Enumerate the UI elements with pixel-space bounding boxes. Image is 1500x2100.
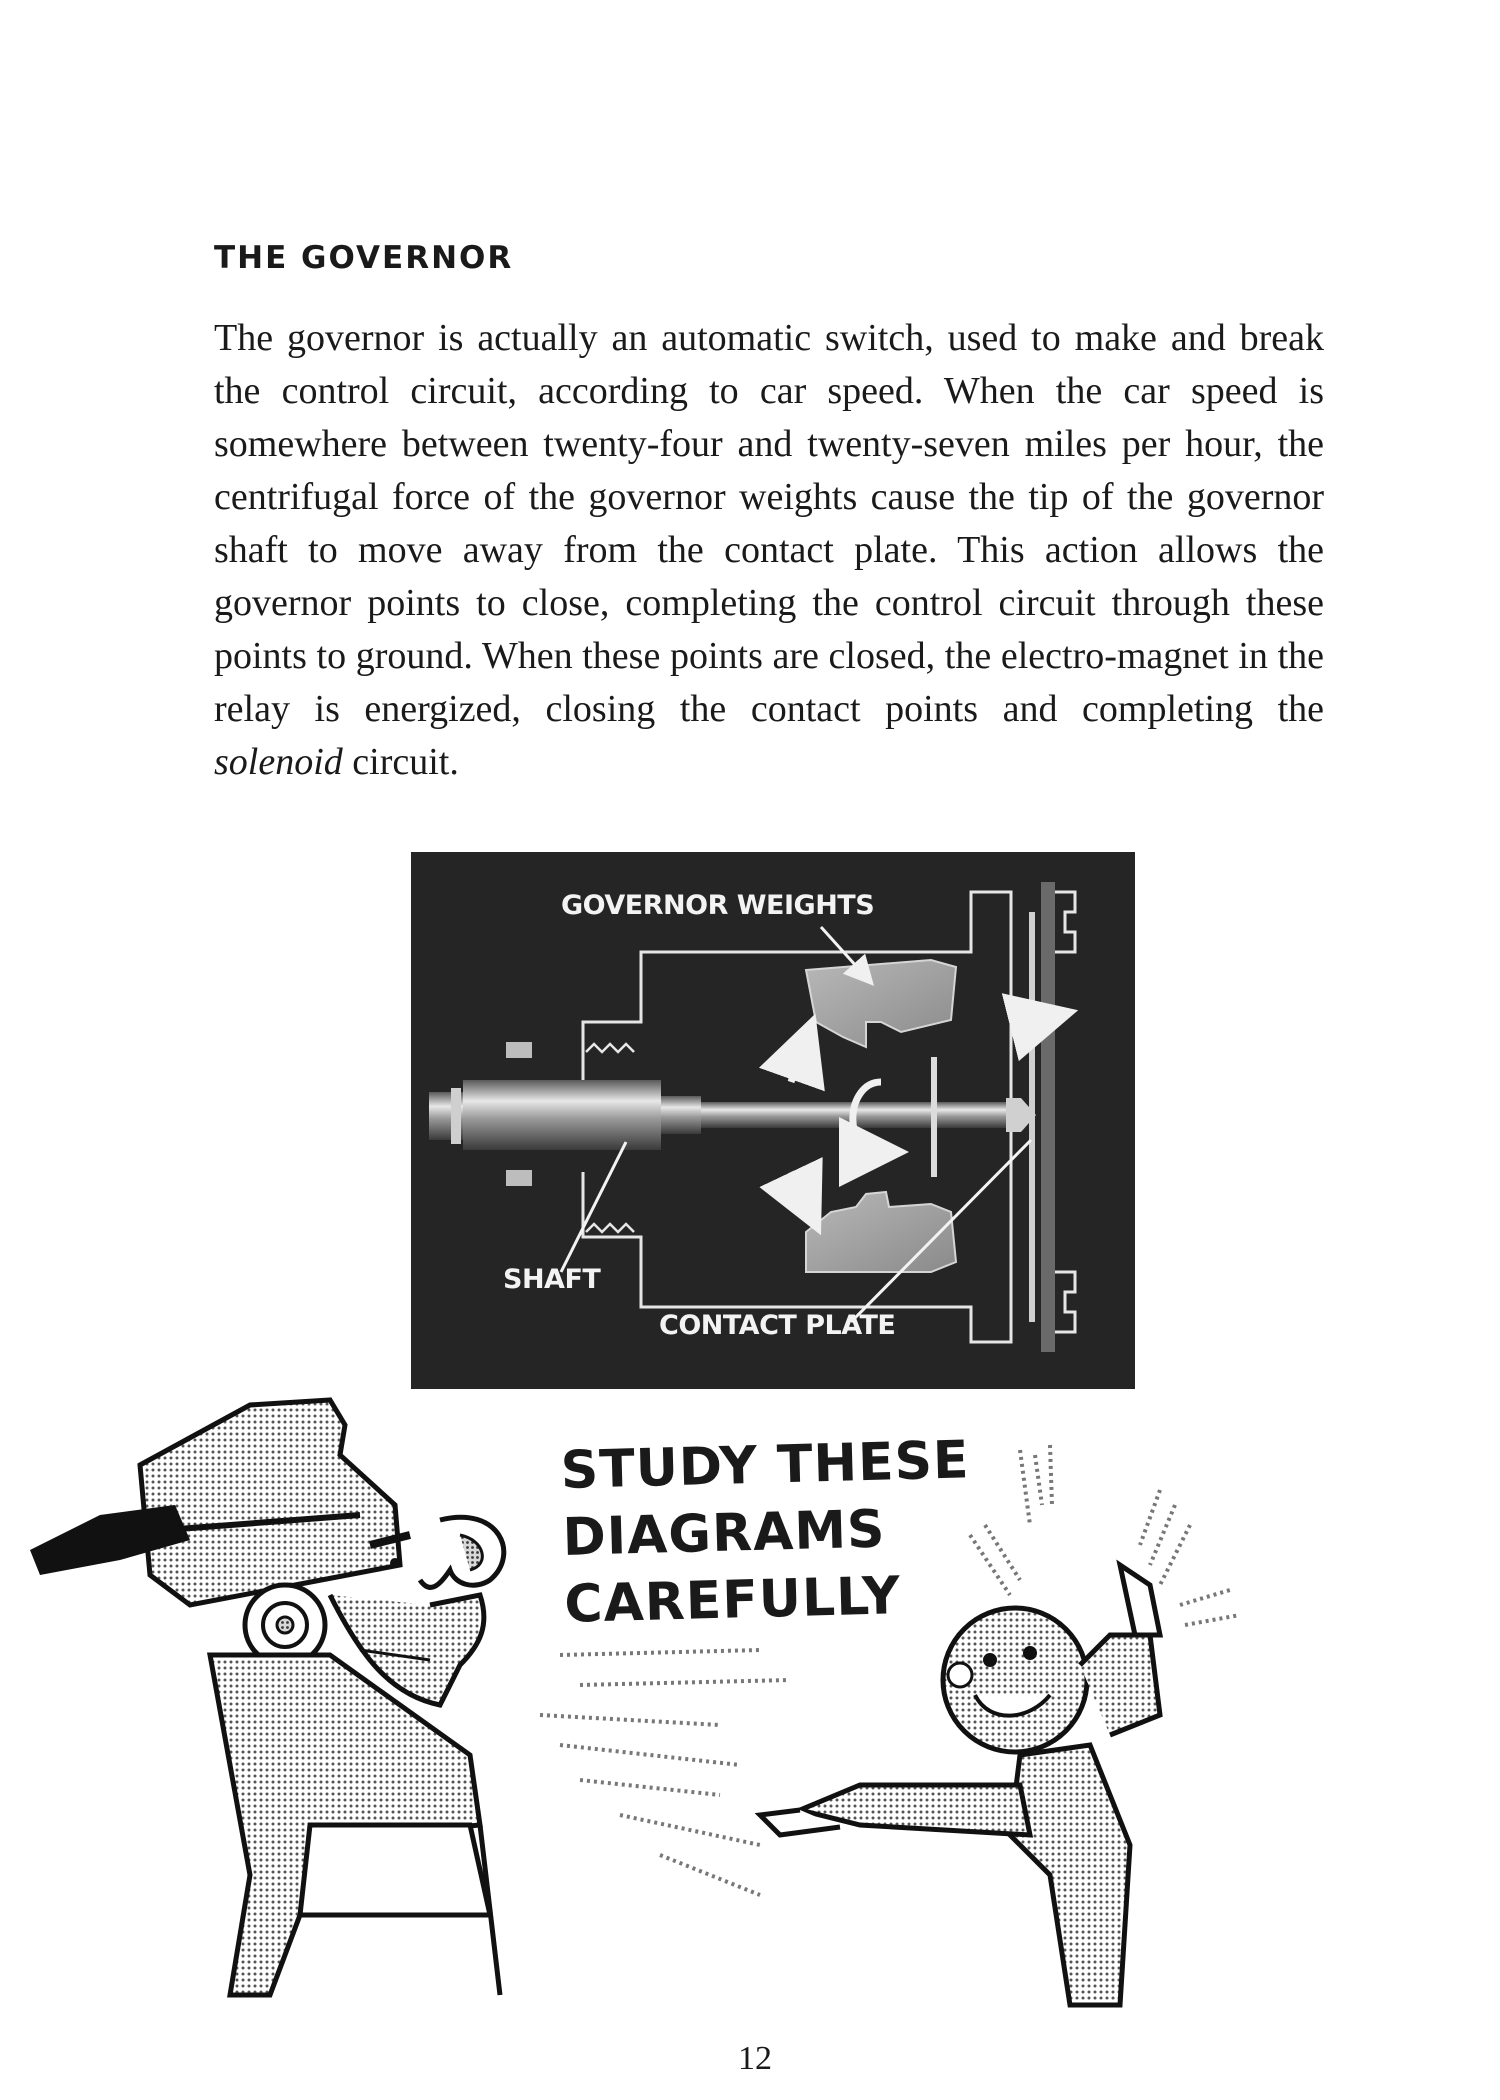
caption-line-1: STUDY THESE: [560, 1430, 971, 1501]
label-contact-plate: CONTACT PLATE: [659, 1310, 896, 1341]
body-paragraph: [214, 312, 1324, 789]
shaft-body: [463, 1080, 661, 1150]
paragraph-italic-term: solenoid: [214, 741, 343, 783]
paragraph-text: The governor is actually an automatic switch, used to make and break the control circuit, according to car speed. When the car speed is somewhere between twenty-four and twenty-seven miles per hour, the centrifugal force of the governor weights cause the tip of the governor shaft to move away from the contact plate. This action allows the governor points to close, completing the control circuit through these points to ground. When these points are closed, the electro-magnet in the relay is energized, closing the contact points and completing the: [214, 317, 1324, 730]
man-character: [30, 1400, 504, 1995]
caption-line-3: CAREFULLY: [563, 1566, 902, 1635]
upper-governor-weight: [806, 960, 956, 1047]
governor-diagram: [411, 852, 1135, 1389]
section-heading: THE GOVERNOR: [214, 240, 514, 276]
page-number: 12: [738, 2040, 772, 2077]
paragraph-text-end: circuit.: [352, 741, 459, 783]
study-caption: [560, 1426, 1025, 1639]
label-governor-weights: GOVERNOR WEIGHTS: [561, 890, 875, 921]
label-shaft: SHAFT: [503, 1264, 601, 1295]
caption-line-2: DIAGRAMS: [561, 1499, 887, 1568]
contact-plate-flange: [1041, 882, 1055, 1352]
lower-governor-weight: [806, 1192, 956, 1272]
governor-diagram-art: [411, 852, 1135, 1389]
